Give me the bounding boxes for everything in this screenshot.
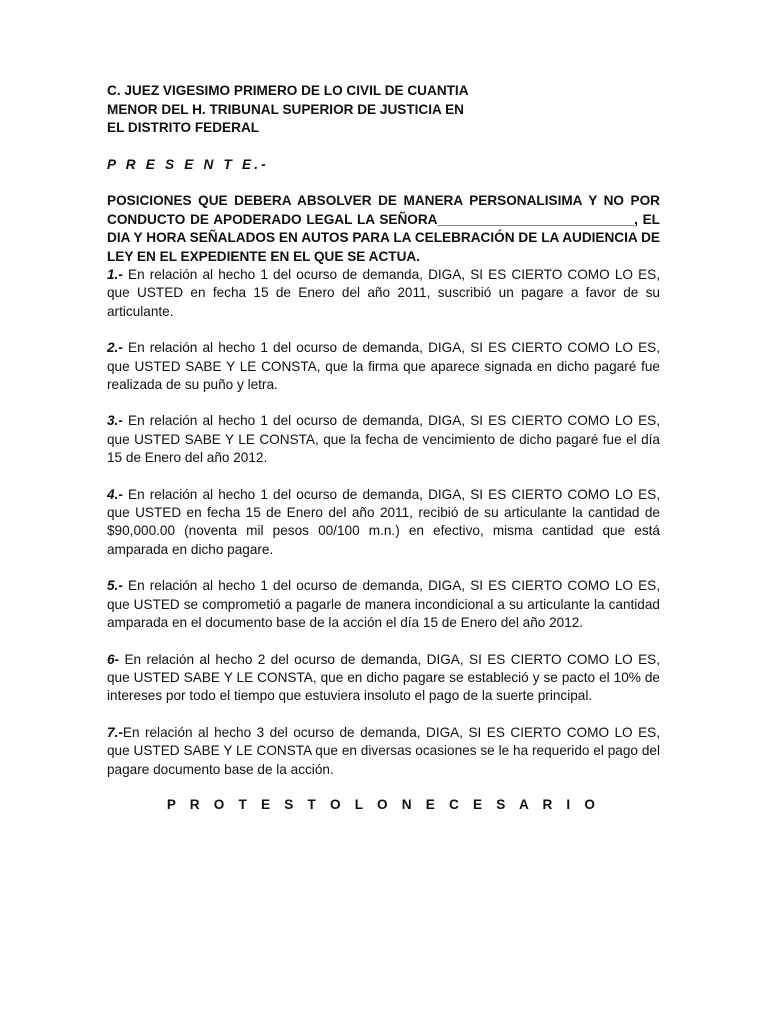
position-number: 7.- xyxy=(107,724,123,740)
position-item-4 xyxy=(107,486,660,560)
position-number: 3.- xyxy=(107,413,123,429)
closing-protesto: P R O T E S T O L O N E C E S A R I O xyxy=(166,796,601,812)
position-number: 4.- xyxy=(107,486,123,502)
position-text: En relación al hecho 2 del ocurso de demanda, DIGA, SI ES CIERTO COMO LO ES, que USTED SABE Y LE CONSTA, que en dicho pagare se estableció y se pacto el 10% de intereses por todo el tiempo que estuviera insoluto el pago de la suerte principal. xyxy=(107,651,660,704)
position-text: En relación al hecho 3 del ocurso de demanda, DIGA, SI ES CIERTO COMO LO ES, que USTED SABE Y LE CONSTA que en diversas ocasiones se le ha requerido el pago del pagare documento base de la acción. xyxy=(107,724,660,777)
position-number: 1.- xyxy=(107,267,123,282)
document-page xyxy=(107,82,660,812)
position-text: En relación al hecho 1 del ocurso de demanda, DIGA, SI ES CIERTO COMO LO ES, que USTED SABE Y LE CONSTA, que la fecha de vencimiento de dicho pagaré fue el día 15 de Enero del año 2012. xyxy=(107,413,660,466)
position-number: 5.- xyxy=(107,578,123,594)
position-item-5 xyxy=(107,577,660,632)
position-item-3 xyxy=(107,412,660,467)
addressee-block xyxy=(107,82,660,138)
position-text: En relación al hecho 1 del ocurso de demanda, DIGA, SI ES CIERTO COMO LO ES, que USTED SABE Y LE CONSTA, que la firma que aparece signada en dicho pagaré fue realizada de su puño y letra. xyxy=(107,340,660,393)
addressee-line-3: EL DISTRITO FEDERAL xyxy=(107,120,260,135)
presente-heading: P R E S E N T E.- xyxy=(107,156,269,172)
position-item-1 xyxy=(107,266,660,321)
position-item-6 xyxy=(107,651,660,706)
position-item-2 xyxy=(107,339,660,394)
intro-paragraph: POSICIONES QUE DEBERA ABSOLVER DE MANERA PERSONALISIMA Y NO POR CONDUCTO DE APODERADO LEGAL LA SEÑORA__________________________, EL DIA Y HORA SEÑALADOS EN AUTOS PARA LA CELEBRACIÓN DE LA AUDIENCIA DE LEY EN EL EXPEDIENTE EN EL QUE SE ACTUA. xyxy=(107,193,660,264)
position-text: En relación al hecho 1 del ocurso de demanda, DIGA, SI ES CIERTO COMO LO ES, que USTED en fecha 15 de Enero del año 2011, suscribió un pagare a favor de su articulante. xyxy=(107,267,660,319)
position-number: 6- xyxy=(107,651,120,667)
position-item-7 xyxy=(107,724,660,779)
position-text: En relación al hecho 1 del ocurso de demanda, DIGA, SI ES CIERTO COMO LO ES, que USTED en fecha 15 de Enero del año 2011, recibió de su articulante la cantidad de $90,000.00 (noventa mil pesos 00/100 m.n.) en efectivo, misma cantidad que está amparada en dicho pagare. xyxy=(107,486,660,557)
position-number: 2.- xyxy=(107,340,123,356)
position-text: En relación al hecho 1 del ocurso de demanda, DIGA, SI ES CIERTO COMO LO ES, que USTED se comprometió a pagarle de manera incondicional a su articulante la cantidad amparada en el documento base de la acción el día 15 de Enero del año 2012. xyxy=(107,578,660,631)
addressee-line-1: C. JUEZ VIGESIMO PRIMERO DE LO CIVIL DE CUANTIA xyxy=(107,83,469,98)
addressee-line-2: MENOR DEL H. TRIBUNAL SUPERIOR DE JUSTICIA EN xyxy=(107,101,464,117)
